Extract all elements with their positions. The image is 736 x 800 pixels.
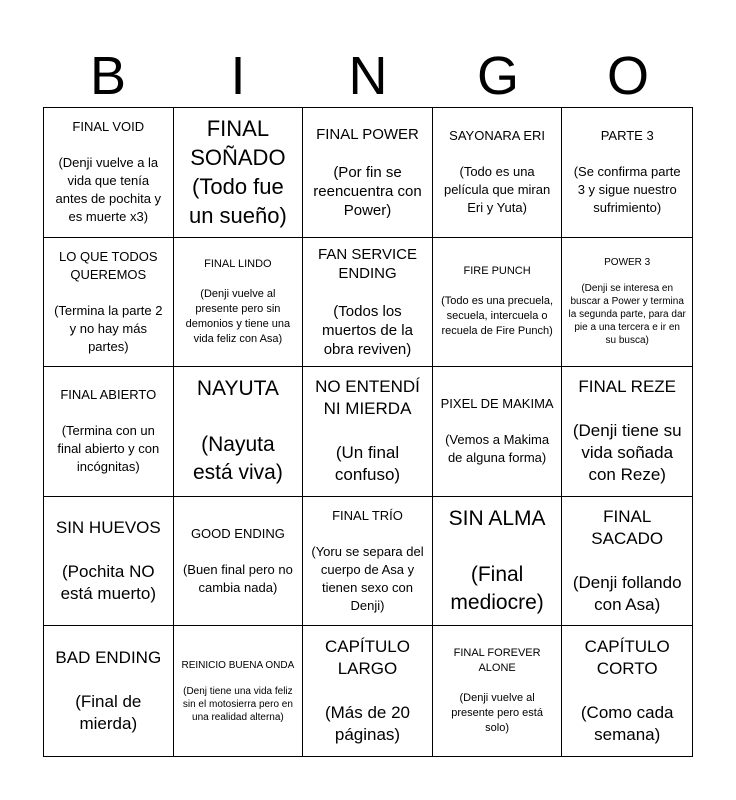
bingo-cell [562, 108, 692, 238]
bingo-cell-text: CAPÍTULO LARGO (Más de 20 páginas) [324, 637, 411, 745]
bingo-cell [433, 497, 563, 627]
bingo-cell [562, 367, 692, 497]
bingo-cell-text: NAYUTA (Nayuta está viva) [192, 377, 283, 485]
bingo-cell-text: FINAL FOREVER ALONE (Denji vuelve al presente pero está solo) [451, 647, 543, 735]
header-letter-i: I [230, 46, 246, 106]
bingo-cell-text: SIN HUEVOS (Pochita NO está muerto) [55, 518, 161, 604]
bingo-cell-text: FINAL SACADO (Denji follando con Asa) [572, 507, 682, 615]
bingo-cell-text: FINAL TRÍO (Yoru se separa del cuerpo de Asa y tienen sexo con Denji) [311, 508, 424, 614]
bingo-cell [303, 626, 433, 756]
header-letter-o: O [606, 46, 649, 106]
bingo-cell-text: FINAL VOID (Denji vuelve a la vida que tenía antes de pochita y es muerte x3) [55, 119, 162, 225]
bingo-cell-text: LO QUE TODOS QUEREMOS (Termina la parte 2 y no hay más partes) [54, 248, 163, 354]
bingo-cell [303, 108, 433, 238]
bingo-cell [174, 238, 304, 368]
bingo-cell-text: FINAL LINDO (Denji vuelve al presente pero sin demonios y tiene una vida feliz con Asa) [185, 257, 291, 345]
bingo-cell-text: GOOD ENDING (Buen final pero no cambia nada) [182, 526, 293, 596]
bingo-cell [44, 108, 174, 238]
bingo-cell-text: FINAL SOÑADO (Todo fue un sueño) [188, 116, 287, 229]
bingo-cell [433, 108, 563, 238]
bingo-cell [562, 238, 692, 368]
bingo-cell [303, 497, 433, 627]
bingo-cell [174, 367, 304, 497]
bingo-cell [44, 367, 174, 497]
bingo-cell-text: CAPÍTULO CORTO (Como cada semana) [580, 637, 674, 745]
header-letter-b: B [89, 46, 127, 106]
bingo-cell-text: BAD ENDING (Final de mierda) [55, 648, 162, 734]
bingo-cell [174, 108, 304, 238]
bingo-cell [562, 626, 692, 756]
bingo-cell-text: SIN ALMA (Final mediocre) [448, 507, 546, 615]
bingo-cell-text: FINAL ABIERTO (Termina con un final abierto y con incógnitas) [57, 387, 160, 475]
bingo-cell-text: FAN SERVICE ENDING (Todos los muertos de la obra reviven) [318, 245, 417, 358]
bingo-cell [303, 238, 433, 368]
bingo-cell-text: POWER 3 (Denji se interesa en buscar a Power y termina la segunda parte, para dar pie a una tercera e ir en su busca) [568, 257, 686, 347]
bingo-cell [433, 238, 563, 368]
bingo-cell-text: FIRE PUNCH (Todo es una precuela, secuela, intercuela o recuela de Fire Punch) [441, 265, 554, 338]
bingo-cell-text: NO ENTENDÍ NI MIERDA (Un final confuso) [315, 377, 420, 485]
header-letter-g: G [476, 46, 519, 106]
bingo-cell [44, 238, 174, 368]
bingo-cell-text: PARTE 3 (Se confirma parte 3 y sigue nuestro sufrimiento) [573, 128, 681, 216]
bingo-cell [174, 497, 304, 627]
bingo-cell [303, 367, 433, 497]
bingo-grid [43, 107, 693, 757]
bingo-cell-text: REINICIO BUENA ONDA (Denj tiene una vida feliz sin el motosierra pero en una realidad alterna) [181, 659, 295, 723]
bingo-cell-text: PIXEL DE MAKIMA (Vemos a Makima de alguna forma) [440, 396, 554, 466]
bingo-cell [433, 626, 563, 756]
bingo-cell [44, 626, 174, 756]
bingo-cell [562, 497, 692, 627]
bingo-cell-text: FINAL REZE (Denji tiene su vida soñada con Reze) [572, 377, 682, 485]
header-letter-n: N [348, 46, 388, 106]
bingo-cell-text: SAYONARA ERI (Todo es una película que miran Eri y Yuta) [443, 128, 551, 216]
bingo-header [43, 44, 693, 108]
bingo-cell [433, 367, 563, 497]
bingo-cell [174, 626, 304, 756]
bingo-cell [44, 497, 174, 627]
bingo-cell-text: FINAL POWER (Por fin se reencuentra con Power) [313, 125, 422, 219]
